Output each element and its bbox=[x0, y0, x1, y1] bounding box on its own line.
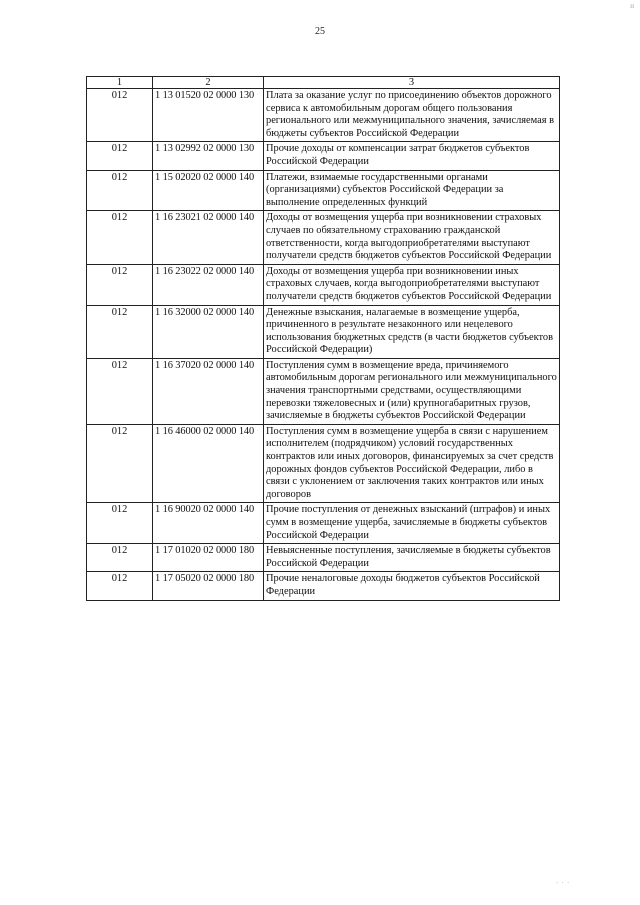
income-name-cell: Доходы от возмещения ущерба при возникновении страховых случаев по обязательному страхованию гражданской ответственности, когда выгодоприобретателями выступают получатели средств бюджетов субъектов Российской Федерации bbox=[264, 211, 560, 264]
income-code-cell: 1 15 02020 02 0000 140 bbox=[153, 170, 264, 211]
income-code-cell: 1 17 01020 02 0000 180 bbox=[153, 544, 264, 572]
table-header-row bbox=[87, 77, 560, 89]
income-name-cell: Поступления сумм в возмещение вреда, причиняемого автомобильным дорогам регионального или межмуниципального значения транспортными средствами, осуществляющими перевозки тяжеловесных и (или) крупногабаритных грузов, зачисляемые в бюджеты субъектов Российской Федерации bbox=[264, 358, 560, 424]
table-row bbox=[87, 305, 560, 358]
income-code-cell: 1 13 01520 02 0000 130 bbox=[153, 89, 264, 142]
income-code-cell: 1 16 46000 02 0000 140 bbox=[153, 424, 264, 503]
income-name-cell: Доходы от возмещения ущерба при возникновении иных страховых случаев, когда выгодоприобретателями выступают получатели средств бюджетов субъектов Российской Федерации bbox=[264, 264, 560, 305]
table-row bbox=[87, 264, 560, 305]
income-name-cell: Прочие неналоговые доходы бюджетов субъектов Российской Федерации bbox=[264, 572, 560, 600]
income-name-cell: Невыясненные поступления, зачисляемые в бюджеты субъектов Российской Федерации bbox=[264, 544, 560, 572]
budget-revenue-table bbox=[86, 76, 560, 601]
income-name-cell: Платежи, взимаемые государственными органами (организациями) субъектов Российской Федерации за выполнение определенных функций bbox=[264, 170, 560, 211]
admin-code-cell: 012 bbox=[87, 572, 153, 600]
table-row bbox=[87, 572, 560, 600]
income-code-cell: 1 13 02992 02 0000 130 bbox=[153, 142, 264, 170]
table-row bbox=[87, 424, 560, 503]
table-row bbox=[87, 358, 560, 424]
income-name-cell: Поступления сумм в возмещение ущерба в связи с нарушением исполнителем (подрядчиком) условий государственных контрактов или иных договоров, финансируемых за счет средств дорожных фондов субъектов Российской Федерации, либо в связи с уклонением от заключения таких контрактов или иных договоров bbox=[264, 424, 560, 503]
column-header-2: 2 bbox=[153, 77, 264, 89]
admin-code-cell: 012 bbox=[87, 305, 153, 358]
bottom-scan-mark: . . . bbox=[556, 877, 570, 885]
admin-code-cell: 012 bbox=[87, 358, 153, 424]
table-row bbox=[87, 211, 560, 264]
income-name-cell: Денежные взыскания, налагаемые в возмещение ущерба, причиненного в результате незаконного или нецелевого использования бюджетных средств (в части бюджетов субъектов Российской Федерации) bbox=[264, 305, 560, 358]
income-code-cell: 1 16 90020 02 0000 140 bbox=[153, 503, 264, 544]
admin-code-cell: 012 bbox=[87, 211, 153, 264]
income-name-cell: Плата за оказание услуг по присоединению объектов дорожного сервиса к автомобильным дорогам общего пользования регионального или межмуниципального значения, зачисляемая в бюджеты субъектов Российской Федерации bbox=[264, 89, 560, 142]
admin-code-cell: 012 bbox=[87, 264, 153, 305]
page-number: 25 bbox=[315, 26, 325, 37]
income-code-cell: 1 16 23022 02 0000 140 bbox=[153, 264, 264, 305]
income-code-cell: 1 16 37020 02 0000 140 bbox=[153, 358, 264, 424]
table-row bbox=[87, 544, 560, 572]
income-code-cell: 1 16 32000 02 0000 140 bbox=[153, 305, 264, 358]
income-code-cell: 1 17 05020 02 0000 180 bbox=[153, 572, 264, 600]
admin-code-cell: 012 bbox=[87, 170, 153, 211]
income-name-cell: Прочие поступления от денежных взысканий (штрафов) и иных сумм в возмещение ущерба, зачисляемые в бюджеты субъектов Российской Федерации bbox=[264, 503, 560, 544]
table-row bbox=[87, 142, 560, 170]
admin-code-cell: 012 bbox=[87, 503, 153, 544]
admin-code-cell: 012 bbox=[87, 424, 153, 503]
table-row bbox=[87, 503, 560, 544]
admin-code-cell: 012 bbox=[87, 142, 153, 170]
income-code-cell: 1 16 23021 02 0000 140 bbox=[153, 211, 264, 264]
corner-mark: п bbox=[630, 2, 634, 10]
admin-code-cell: 012 bbox=[87, 544, 153, 572]
column-header-3: 3 bbox=[264, 77, 560, 89]
column-header-1: 1 bbox=[87, 77, 153, 89]
table-row bbox=[87, 89, 560, 142]
admin-code-cell: 012 bbox=[87, 89, 153, 142]
table-row bbox=[87, 170, 560, 211]
income-name-cell: Прочие доходы от компенсации затрат бюджетов субъектов Российской Федерации bbox=[264, 142, 560, 170]
